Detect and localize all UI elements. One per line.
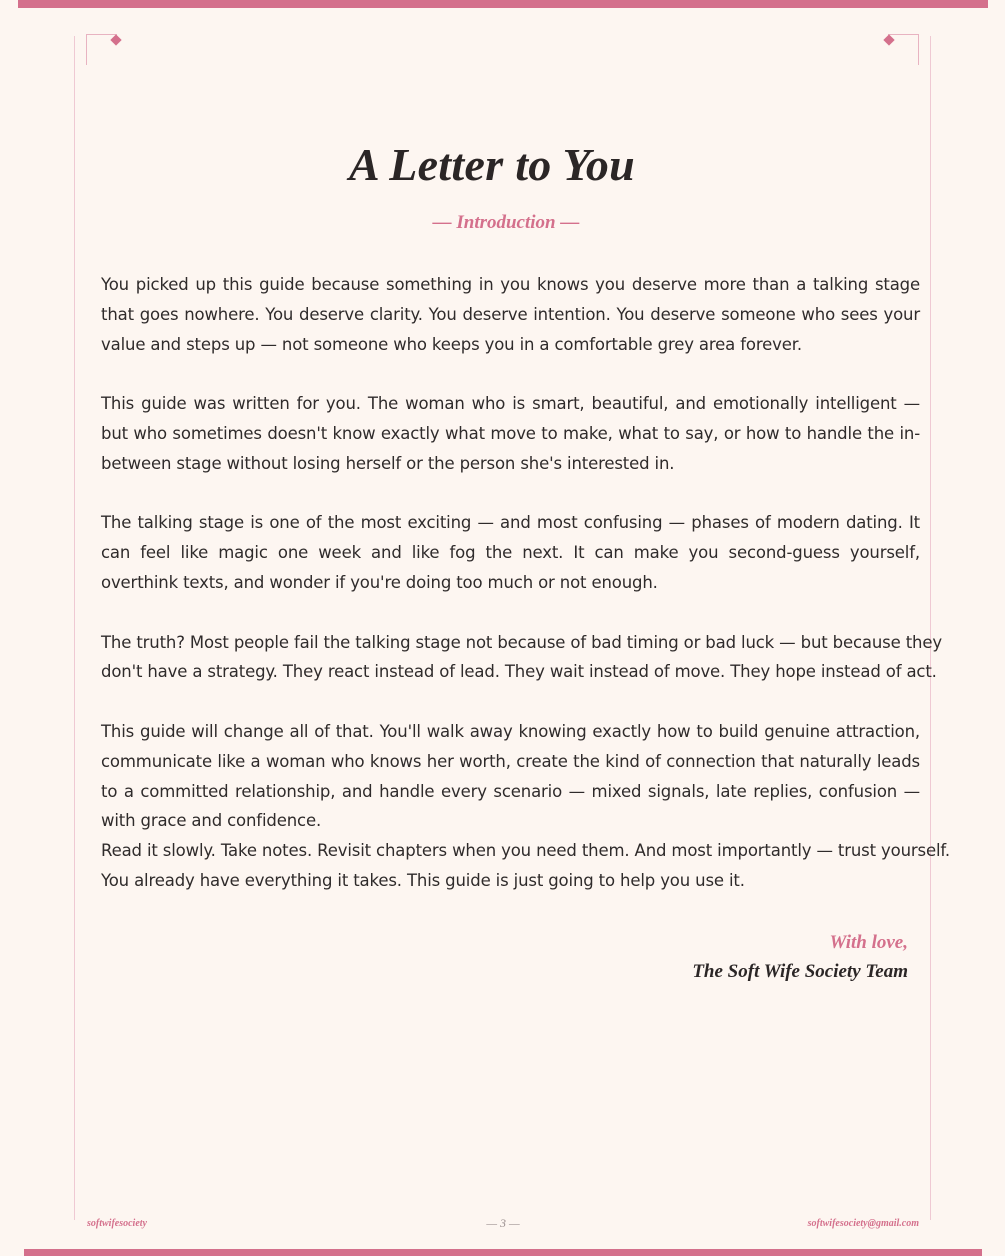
- paragraph-6: Read it slowly. Take notes. Revisit chapters when you need them. And most importantly — trust yourself. You already have everything it takes. This guide is just going to help you use it.: [101, 841, 950, 890]
- diamond-icon: [883, 34, 894, 45]
- top-right-corner-ornament: [888, 34, 919, 65]
- footer-brand: softwifesociety: [87, 1218, 147, 1229]
- top-accent-bar: [18, 0, 988, 8]
- paragraph-2: This guide was written for you. The woman who is smart, beautiful, and emotionally intelligent — but who sometimes doesn't know exactly what move to make, what to say, or how to handle the in-between stage without losing herself or the person she's interested in.: [101, 394, 920, 473]
- paragraph-3: The talking stage is one of the most exciting — and most confusing — phases of modern dating. It can feel like magic one week and like fog the next. It can make you second-guess yourself, overthink texts, and wonder if you're doing too much or not enough.: [101, 513, 920, 592]
- page-number: — 3 —: [486, 1216, 520, 1230]
- signature: The Soft Wife Society Team: [692, 961, 908, 982]
- diamond-icon: [110, 34, 121, 45]
- paragraph-1: You picked up this guide because something in you knows you deserve more than a talking stage that goes nowhere. You deserve clarity. You deserve intention. You deserve someone who sees your value and steps up — not someone who keeps you in a comfortable grey area forever.: [101, 275, 920, 354]
- page-title: A Letter to You: [348, 139, 636, 190]
- letter-body: [101, 270, 950, 896]
- closing-line: With love,: [829, 932, 908, 953]
- paragraph-5: This guide will change all of that. You'll walk away knowing exactly how to build genuine attraction, communicate like a woman who knows her worth, create the kind of connection that naturally leads to a committed relationship, and handle every scenario — mixed signals, late replies, confusion — with grace and confidence.: [101, 721, 920, 831]
- bottom-accent-bar: [24, 1249, 982, 1256]
- footer-email: softwifesociety@gmail.com: [807, 1218, 919, 1229]
- paragraph-4: The truth? Most people fail the talking stage not because of bad timing or bad luck — but because they don't have a strategy. They react instead of lead. They wait instead of move. They hope instead of act.: [101, 632, 942, 682]
- section-subtitle: — Introduction —: [432, 212, 580, 233]
- top-left-corner-ornament: [86, 34, 117, 65]
